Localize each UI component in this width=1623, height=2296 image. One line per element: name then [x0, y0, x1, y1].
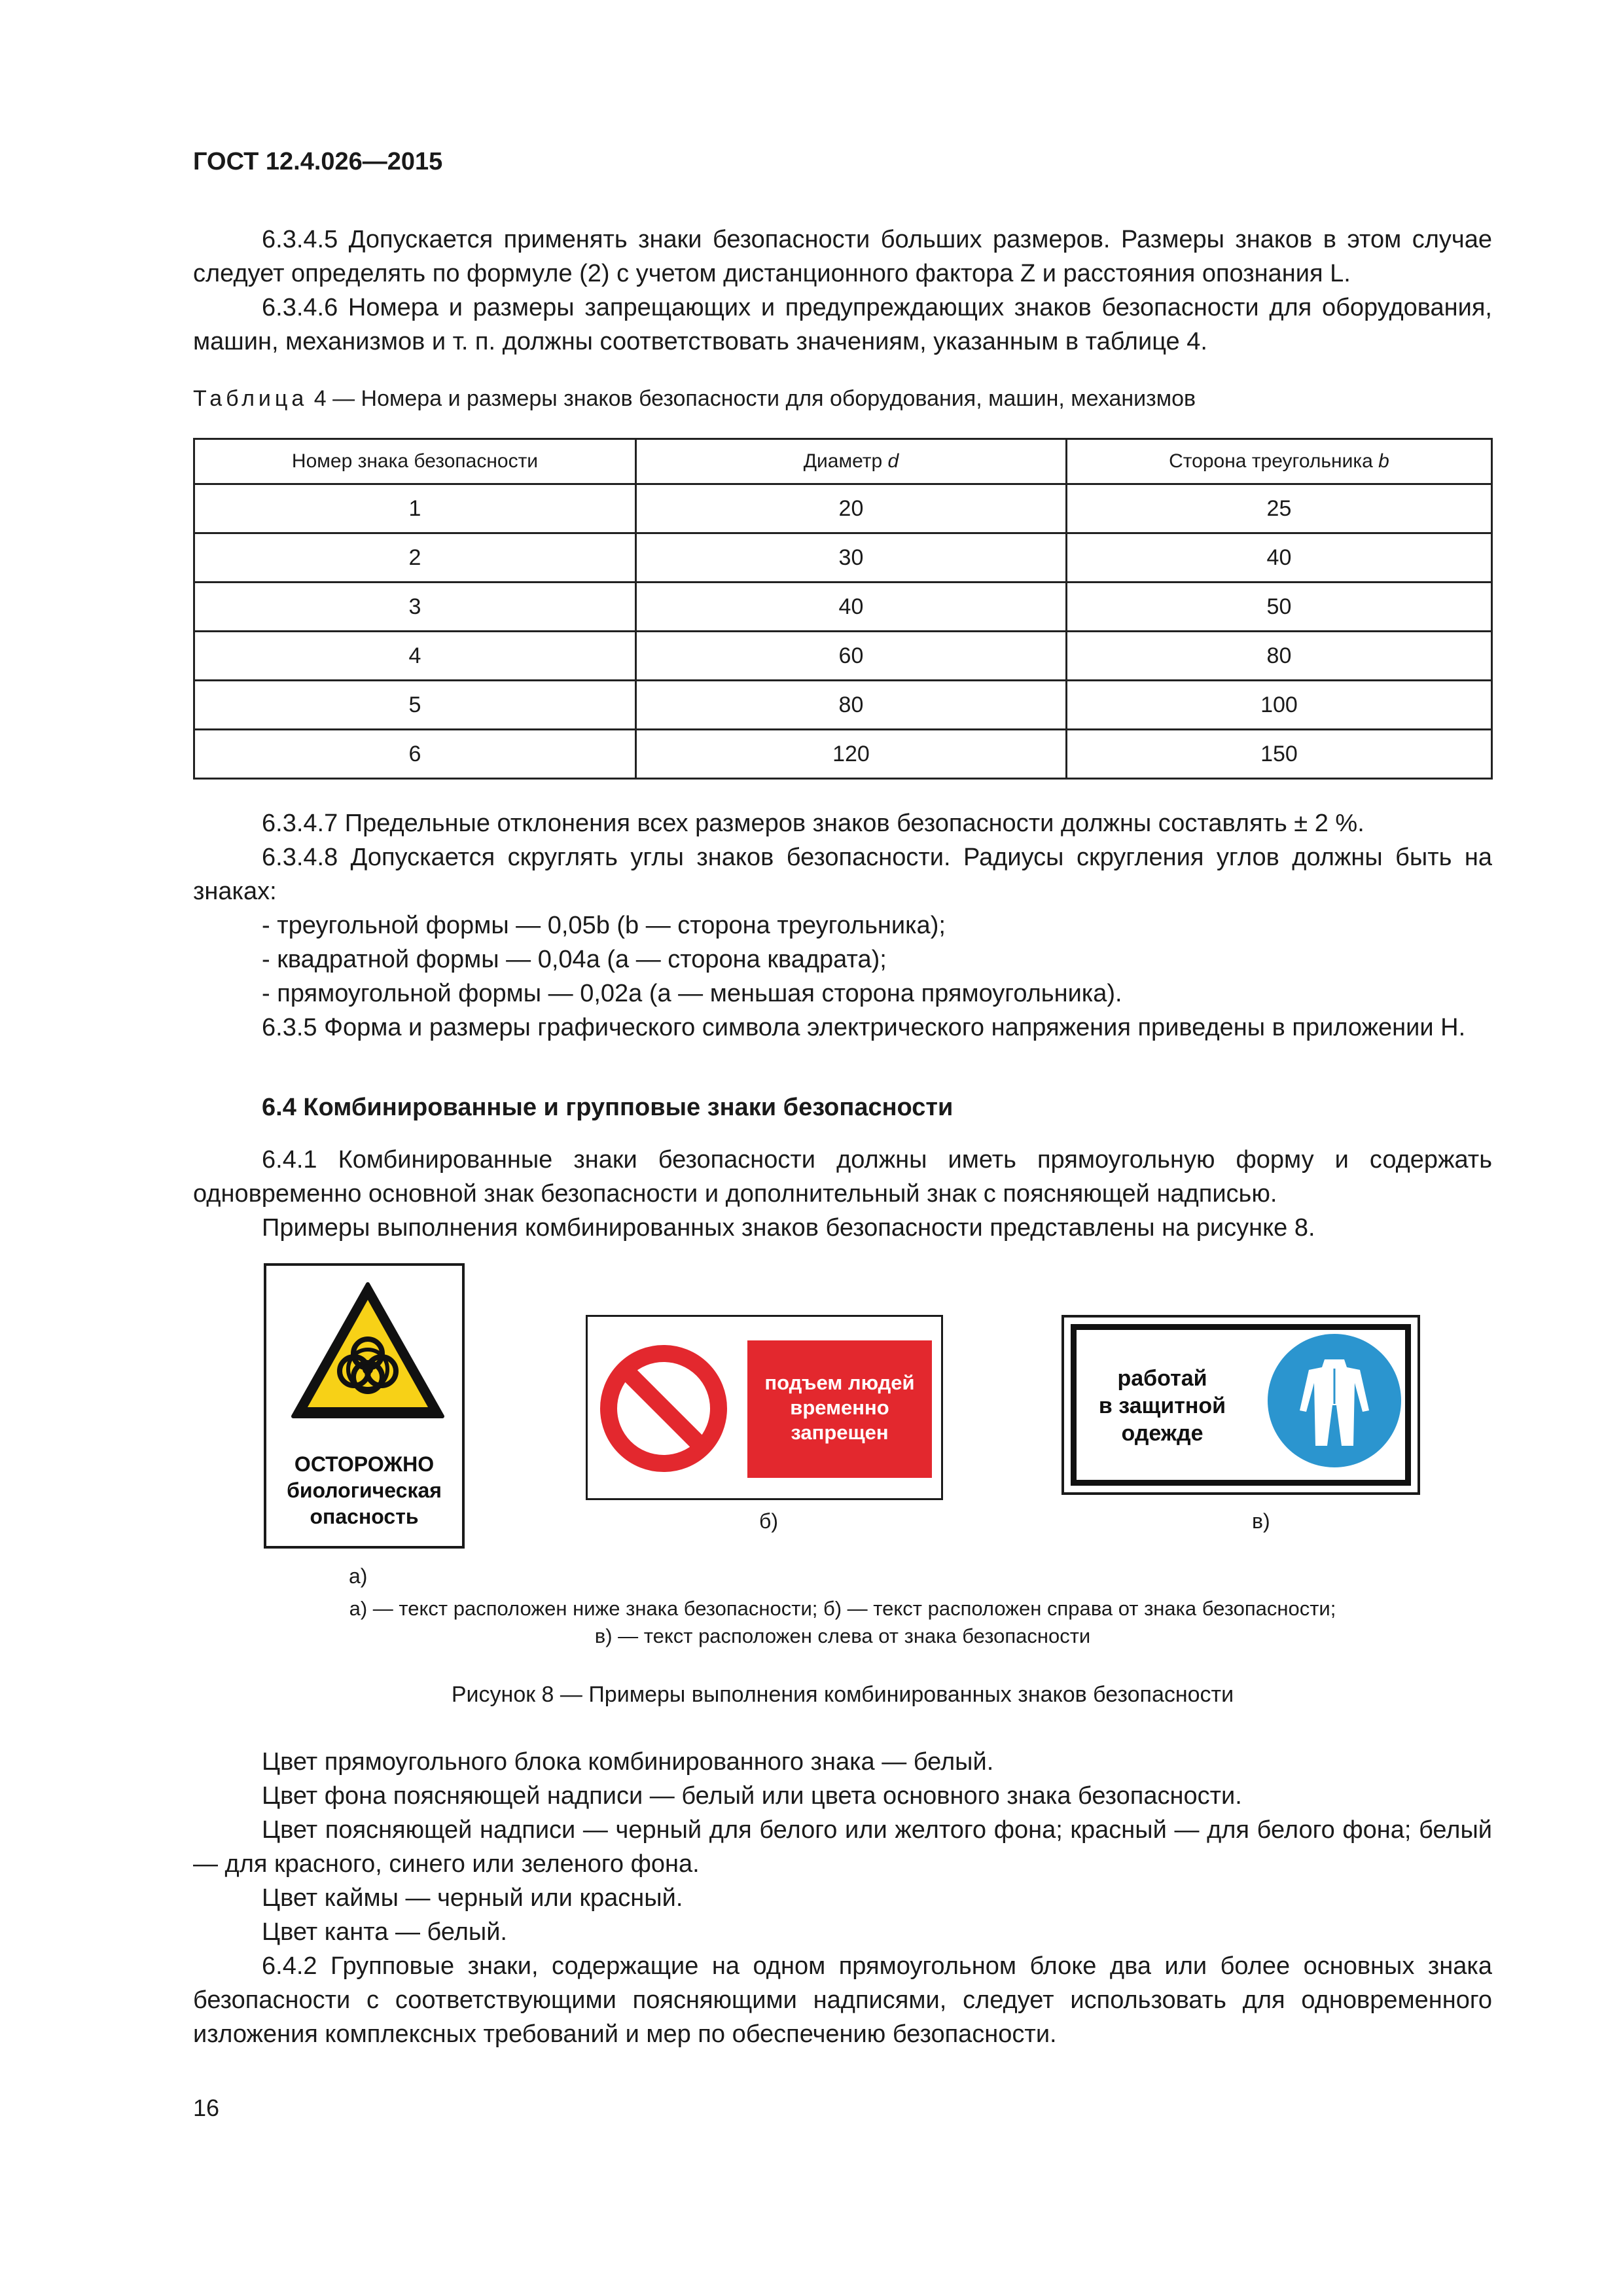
- table-caption-text: 4 — Номера и размеры знаков безопасности для оборудования, машин, механизмов: [308, 386, 1196, 411]
- sign-text-line: ОСТОРОЖНО: [294, 1452, 435, 1476]
- sign-a-text: [266, 1451, 462, 1530]
- cell-side: 80: [1066, 632, 1491, 681]
- table-row: [194, 533, 1492, 583]
- page-number: 16: [193, 2094, 220, 2121]
- cell-side: 100: [1066, 681, 1491, 730]
- table-row: [194, 632, 1492, 681]
- cell-diameter: 80: [636, 681, 1067, 730]
- sign-text-line: опасность: [310, 1505, 419, 1528]
- figure-label-a: а): [349, 1564, 368, 1588]
- cell-side: 25: [1066, 484, 1491, 533]
- paragraph-6-3-4-8: 6.3.4.8 Допускается скруглять углы знаков безопасности. Радиусы скругления углов должны быть на знаках:: [193, 844, 1492, 905]
- figure-label-c: в): [1252, 1509, 1270, 1533]
- paragraph-color-border: Цвет каймы — черный или красный.: [262, 1884, 683, 1912]
- figure-note: [193, 1595, 1492, 1650]
- document-header: ГОСТ 12.4.026—2015: [193, 148, 443, 175]
- table-4: [193, 438, 1493, 780]
- cell-diameter: 40: [636, 583, 1067, 632]
- figure-note-line: а) — текст расположен ниже знака безопасности; б) — текст расположен справа от знака безопасности;: [349, 1597, 1336, 1620]
- prohibition-icon: [598, 1343, 729, 1474]
- list-item: - квадратной формы — 0,04a (a — сторона квадрата);: [262, 946, 887, 973]
- list-item: - треугольной формы — 0,05b (b — сторона треугольника);: [262, 912, 946, 939]
- cell-number: 5: [194, 681, 636, 730]
- figure-caption: Рисунок 8 — Примеры выполнения комбинированных знаков безопасности: [451, 1682, 1234, 1707]
- table-row: [194, 730, 1492, 779]
- sign-text-line: подъем людей: [764, 1371, 915, 1394]
- header-triangle-side: Сторона треугольника b: [1066, 439, 1491, 484]
- cell-number: 6: [194, 730, 636, 779]
- cell-side: 150: [1066, 730, 1491, 779]
- paragraph-color-edge: Цвет канта — белый.: [262, 1918, 507, 1946]
- sign-text-line: временно: [790, 1396, 889, 1419]
- paragraph-6-3-4-6: [193, 291, 1492, 359]
- paragraph-color-block: Цвет прямоугольного блока комбинированного знака — белый.: [262, 1748, 994, 1776]
- sign-c-text: [1090, 1365, 1234, 1447]
- cell-side: 40: [1066, 533, 1491, 583]
- cell-diameter: 20: [636, 484, 1067, 533]
- combined-sign-c: [1061, 1315, 1420, 1495]
- section-title: 6.4 Комбинированные и групповые знаки безопасности: [262, 1094, 954, 1121]
- protective-suit-icon: [1267, 1333, 1402, 1468]
- cell-number: 3: [194, 583, 636, 632]
- paragraph-6-3-4-7: 6.3.4.7 Предельные отклонения всех размеров знаков безопасности должны составлять ± 2 %.: [262, 810, 1364, 837]
- sign-text-line: биологическая: [287, 1479, 442, 1502]
- table-header-row: [194, 439, 1492, 484]
- figure-label-b: б): [759, 1509, 778, 1533]
- sign-b-text: [747, 1340, 932, 1478]
- paragraph-6-3-5: 6.3.5 Форма и размеры графического символа электрического напряжения приведены в приложении Н.: [262, 1014, 1466, 1041]
- figure-note-line: в) — текст расположен слева от знака безопасности: [594, 1624, 1091, 1647]
- header-sign-number: Номер знака безопасности: [194, 439, 636, 484]
- paragraph-color-text: Цвет поясняющей надписи — черный для белого или желтого фона; красный — для белого фона; белый — для красного, синего или зеленого фона.: [193, 1816, 1492, 1878]
- combined-sign-b: [586, 1315, 943, 1500]
- paragraph-6-3-4-5: [193, 223, 1492, 291]
- table-row: [194, 681, 1492, 730]
- paragraph-color-bg: Цвет фона поясняющей надписи — белый или цвета основного знака безопасности.: [262, 1782, 1242, 1810]
- sign-text-line: в защитной: [1098, 1393, 1226, 1418]
- table-row: [194, 583, 1492, 632]
- cell-diameter: 60: [636, 632, 1067, 681]
- combined-sign-a: [264, 1263, 465, 1549]
- cell-number: 1: [194, 484, 636, 533]
- cell-side: 50: [1066, 583, 1491, 632]
- sign-text-line: работай: [1117, 1366, 1207, 1391]
- cell-number: 2: [194, 533, 636, 583]
- sign-text-line: одежде: [1121, 1421, 1204, 1446]
- header-diameter: Диаметр d: [636, 439, 1067, 484]
- list-item: - прямоугольной формы — 0,02a (a — меньшая сторона прямоугольника).: [262, 980, 1122, 1007]
- paragraph-text: 6.3.4.6 Номера и размеры запрещающих и предупреждающих знаков безопасности для оборудования, машин, механизмов и т. п. должны соответствовать значениям, указанным в таблице 4.: [193, 294, 1492, 355]
- cell-number: 4: [194, 632, 636, 681]
- paragraph-text: 6.3.4.5 Допускается применять знаки безопасности больших размеров. Размеры знаков в этом случае следует определять по формуле (2) с учетом дистанционного фактора Z и расстояния опознания L.: [193, 226, 1492, 287]
- biohazard-icon: [289, 1280, 446, 1423]
- paragraph-6-4-1: 6.4.1 Комбинированные знаки безопасности должны иметь прямоугольную форму и содержать одновременно основной знак безопасности и дополнительный знак с поясняющей надписью.: [193, 1146, 1492, 1208]
- table-row: [194, 484, 1492, 533]
- table-caption: [193, 386, 1196, 412]
- paragraph-figure-ref: Примеры выполнения комбинированных знаков безопасности представлены на рисунке 8.: [262, 1214, 1315, 1242]
- table-caption-prefix: Таблица: [193, 386, 308, 411]
- paragraph-6-4-2: 6.4.2 Групповые знаки, содержащие на одном прямоугольном блоке два или более основных знака безопасности с соответствующими поясняющими надписями, следует использовать для одновременного изложения комплексных требований и мер по обеспечению безопасности.: [193, 1952, 1492, 2048]
- cell-diameter: 120: [636, 730, 1067, 779]
- cell-diameter: 30: [636, 533, 1067, 583]
- sign-text-line: запрещен: [791, 1421, 889, 1444]
